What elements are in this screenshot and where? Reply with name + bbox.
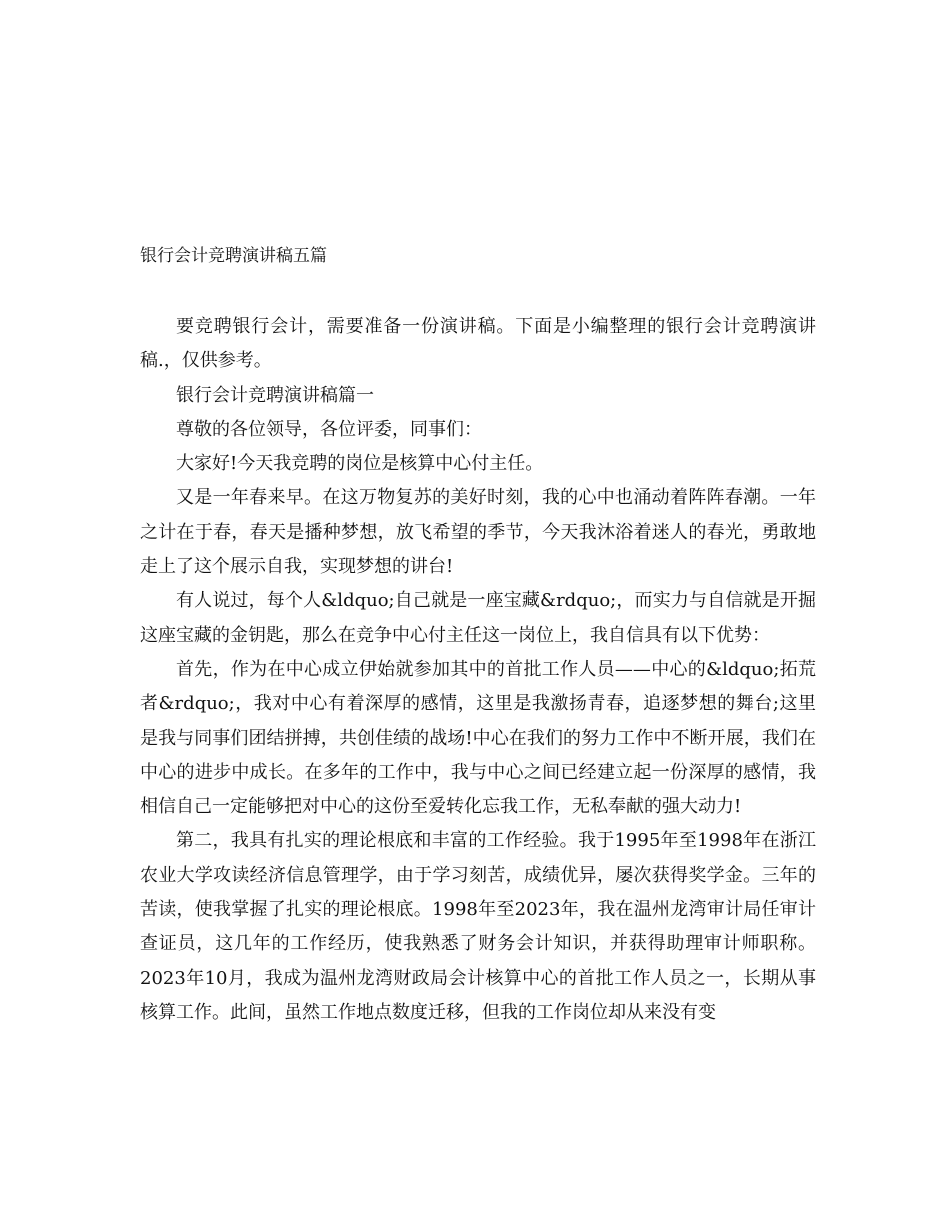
body-paragraph: 又是一年春来早。在这万物复苏的美好时刻，我的心中也涌动着阵阵春潮。一年之计在于春，春天是播种梦想，放飞希望的季节，今天我沐浴着迷人的春光，勇敢地走上了这个展示自我，实现梦想的讲台! — [140, 487, 816, 578]
document-body — [140, 310, 816, 1030]
body-paragraph: 首先，作为在中心成立伊始就参加其中的首批工作人员——中心的&ldquo;拓荒者&rdquo;，我对中心有着深厚的感情，这里是我激扬青春，追逐梦想的舞台;这里是我与同事们团结拼搏，共创佳绩的战场!中心在我们的努力工作中不断开展，我们在中心的进步中成长。在多年的工作中，我与中心之间已经建立起一份深厚的感情，我相信自己一定能够把对中心的这份至爱转化忘我工作，无私奉献的强大动力! — [140, 658, 816, 818]
body-paragraph: 第二，我具有扎实的理论根底和丰富的工作经验。我于1995年至1998年在浙江农业大学攻读经济信息管理学，由于学习刻苦，成绩优异，屡次获得奖学金。三年的苦读，使我掌握了扎实的理论根底。1998年至2023年，我在温州龙湾审计局任审计查证员，这几年的工作经历，使我熟悉了财务会计知识，并获得助理审计师职称。2023年10月，我成为温州龙湾财政局会计核算中心的首批工作人员之一，长期从事核算工作。此间，虽然工作地点数度迁移，但我的工作岗位却从来没有变 — [140, 830, 816, 1023]
greeting-paragraph: 大家好!今天我竞聘的岗位是核算中心付主任。 — [176, 453, 544, 475]
salutation-paragraph: 尊敬的各位领导，各位评委，同事们： — [176, 418, 482, 440]
section-heading: 银行会计竞聘演讲稿篇一 — [176, 384, 374, 406]
body-paragraph: 有人说过，每个人&ldquo;自己就是一座宝藏&rdquo;，而实力与自信就是开掘这座宝藏的金钥匙，那么在竞争中心付主任这一岗位上，我自信具有以下优势： — [140, 590, 816, 646]
document-title: 银行会计竞聘演讲稿五篇 — [140, 246, 327, 266]
intro-paragraph: 要竞聘银行会计，需要准备一份演讲稿。下面是小编整理的银行会计竞聘演讲稿.，仅供参考。 — [140, 316, 816, 372]
